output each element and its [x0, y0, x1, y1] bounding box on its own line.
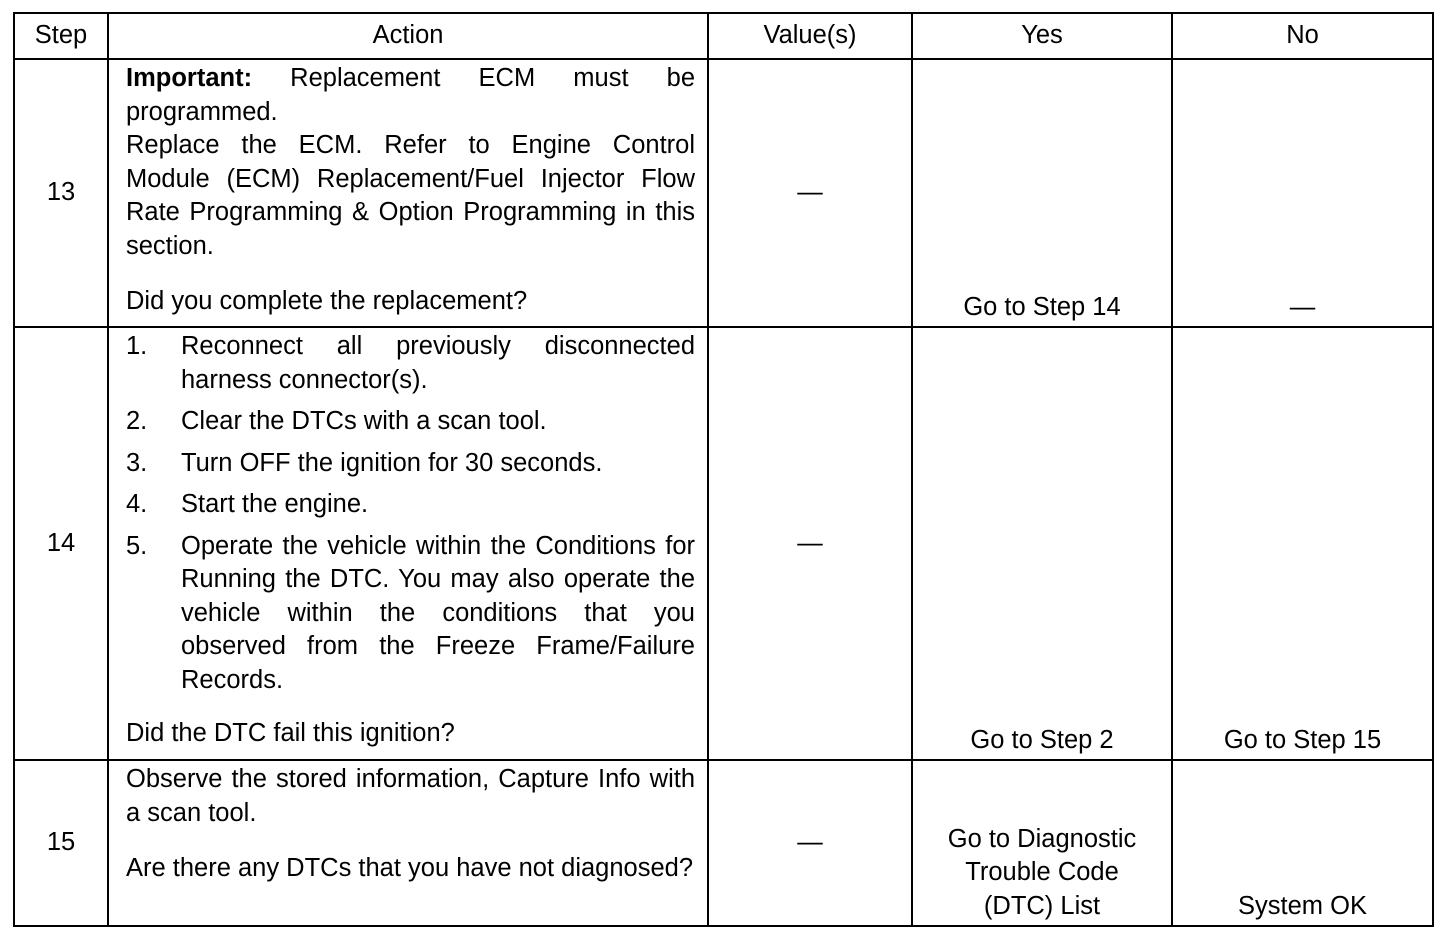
diagnostic-table — [13, 12, 1434, 927]
yes-link[interactable]: Go to Step 2 — [970, 725, 1114, 754]
yes-cell — [912, 760, 1172, 926]
action-question: Are there any DTCs that you have not diagnosed? — [126, 854, 694, 882]
value-cell: — — [708, 327, 912, 760]
no-link[interactable]: Go to Step 15 — [1223, 725, 1382, 754]
action-cell — [108, 59, 708, 327]
action-cell — [108, 327, 708, 760]
yes-cell — [912, 59, 1172, 327]
yes-link[interactable]: Go to Diagnostic Trouble Code (DTC) List — [947, 824, 1137, 920]
step-number: 15 — [14, 760, 108, 926]
yes-cell — [912, 327, 1172, 760]
list-item: 4. Start the engine. — [126, 490, 369, 518]
no-cell — [1172, 59, 1433, 327]
important-text: Replacement ECM must be programmed. — [126, 64, 695, 126]
action-steps-list — [126, 330, 695, 697]
table-row-step-13 — [14, 59, 1433, 327]
list-item: 1. Reconnect all previously disconnected harness connector(s). — [126, 332, 695, 394]
header-values: Value(s) — [708, 13, 912, 59]
header-no: No — [1172, 13, 1433, 59]
header-yes: Yes — [912, 13, 1172, 59]
action-text: Replace the ECM. Refer to Engine Control Module (ECM) Replacement/Fuel Injector Flow Rate Programming & Option Programming in this section. — [126, 131, 695, 260]
no-cell — [1172, 760, 1433, 926]
table-row-step-15 — [14, 760, 1433, 926]
no-value: System OK — [1238, 891, 1367, 920]
action-cell — [108, 760, 708, 926]
no-cell — [1172, 327, 1433, 760]
header-row — [14, 13, 1433, 59]
important-label: Important: — [126, 64, 253, 92]
action-question: Did the DTC fail this ignition? — [126, 719, 455, 747]
header-step: Step — [14, 13, 108, 59]
header-action: Action — [108, 13, 708, 59]
list-item: 5. Operate the vehicle within the Conditions for Running the DTC. You may also operate the vehicle within the conditions that you observed from the Freeze Frame/Failure Records. — [126, 531, 695, 694]
yes-link[interactable]: Go to Step 14 — [963, 292, 1121, 321]
step-number: 14 — [14, 327, 108, 760]
value-cell: — — [708, 59, 912, 327]
list-item: 2. Clear the DTCs with a scan tool. — [126, 407, 547, 435]
action-question: Did you complete the replacement? — [126, 287, 528, 315]
action-text: Observe the stored information, Capture Info with a scan tool. — [126, 765, 695, 827]
table-row-step-14 — [14, 327, 1433, 760]
value-cell: — — [708, 760, 912, 926]
no-value: — — [1289, 292, 1316, 321]
step-number: 13 — [14, 59, 108, 327]
list-item: 3. Turn OFF the ignition for 30 seconds. — [126, 448, 603, 477]
important-note — [126, 62, 695, 129]
